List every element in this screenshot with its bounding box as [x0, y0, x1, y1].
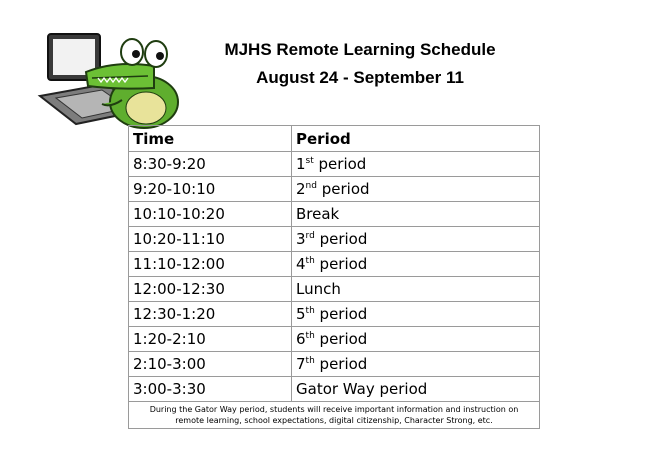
table-row: [129, 327, 540, 352]
period-cell: 4th period: [292, 252, 540, 277]
time-cell: 11:10-12:00: [129, 252, 292, 277]
time-cell: 8:30-9:20: [129, 152, 292, 177]
period-cell: 5th period: [292, 302, 540, 327]
period-cell: Gator Way period: [292, 377, 540, 402]
period-cell: 3rd period: [292, 227, 540, 252]
time-cell: 9:20-10:10: [129, 177, 292, 202]
time-cell: 12:30-1:20: [129, 302, 292, 327]
column-header-time: Time: [129, 126, 292, 152]
table-row: [129, 377, 540, 402]
gator-way-note: During the Gator Way period, students will receive important information and instruction on remote learning, school expectations, digital citizenship, Character Strong, etc.: [129, 402, 540, 429]
table-row: [129, 252, 540, 277]
column-header-period: Period: [292, 126, 540, 152]
table-row: [129, 277, 540, 302]
date-range: August 24 - September 11: [256, 68, 464, 87]
period-cell: Lunch: [292, 277, 540, 302]
time-cell: 3:00-3:30: [129, 377, 292, 402]
time-cell: 10:20-11:10: [129, 227, 292, 252]
schedule-table: [128, 125, 540, 429]
table-row: [129, 177, 540, 202]
gator-mascot-computer-image: [36, 30, 186, 130]
time-cell: 1:20-2:10: [129, 327, 292, 352]
table-row: [129, 202, 540, 227]
page-title: MJHS Remote Learning Schedule: [224, 40, 496, 59]
period-cell: 7th period: [292, 352, 540, 377]
period-cell: 1st period: [292, 152, 540, 177]
table-row: [129, 152, 540, 177]
period-cell: Break: [292, 202, 540, 227]
table-row: [129, 302, 540, 327]
period-cell: 6th period: [292, 327, 540, 352]
table-row: [129, 352, 540, 377]
time-cell: 12:00-12:30: [129, 277, 292, 302]
time-cell: 2:10-3:00: [129, 352, 292, 377]
period-cell: 2nd period: [292, 177, 540, 202]
table-header-row: [129, 126, 540, 152]
table-row: [129, 227, 540, 252]
time-cell: 10:10-10:20: [129, 202, 292, 227]
table-note-row: [129, 402, 540, 429]
